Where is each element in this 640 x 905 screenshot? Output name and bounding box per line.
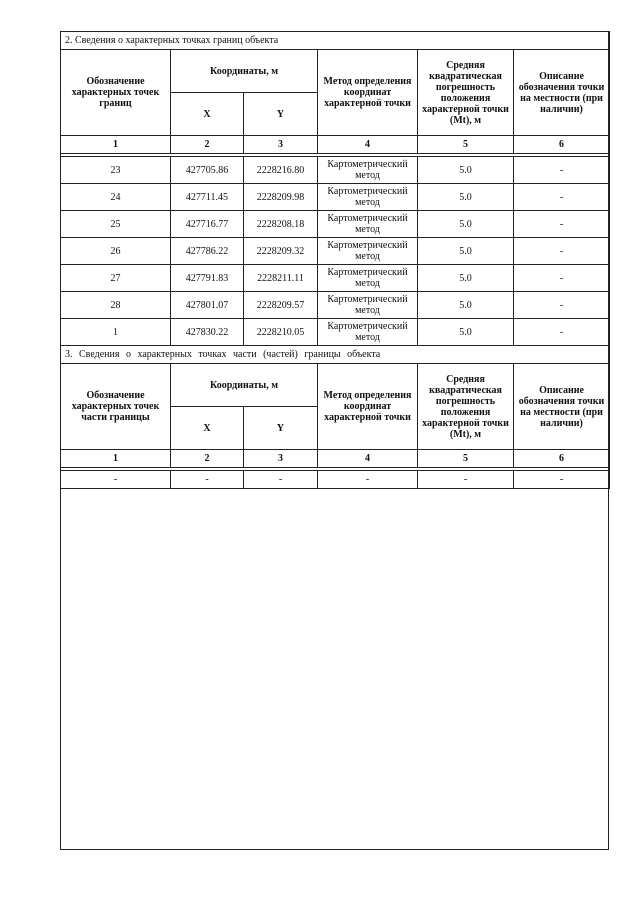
method-cell: Картометрический метод [318, 157, 418, 184]
method-cell: Картометрический метод [318, 238, 418, 265]
point-id: 24 [61, 184, 171, 211]
column-number: 4 [318, 450, 418, 468]
coord-y: 2228209.57 [244, 292, 318, 319]
header-coordinates: Координаты, м [171, 364, 318, 407]
column-number: 6 [514, 450, 610, 468]
header-designation: Обозначение характерных точек части границы [61, 364, 171, 450]
header-description: Описание обозначения точки на местности (при наличии) [514, 364, 610, 450]
point-id: 26 [61, 238, 171, 265]
section-2-title: 2. Сведения о характерных точках границ объекта [61, 32, 610, 50]
description-cell: - [514, 265, 610, 292]
table-row [61, 471, 610, 489]
point-id: - [61, 471, 171, 489]
column-number: 3 [244, 136, 318, 154]
error-cell: 5.0 [418, 211, 514, 238]
description-cell: - [514, 319, 610, 346]
column-number: 2 [171, 450, 244, 468]
coord-y: 2228210.05 [244, 319, 318, 346]
column-numbers-row [61, 450, 610, 468]
description-cell: - [514, 211, 610, 238]
point-id: 25 [61, 211, 171, 238]
table-row [61, 211, 610, 238]
header-y: Y [244, 407, 318, 450]
coord-x: 427711.45 [171, 184, 244, 211]
method-cell: Картометрический метод [318, 292, 418, 319]
header-designation: Обозначение характерных точек границ [61, 50, 171, 136]
table-row [61, 292, 610, 319]
method-cell: Картометрический метод [318, 184, 418, 211]
description-cell: - [514, 292, 610, 319]
header-method: Метод определения координат характерной точки [318, 364, 418, 450]
column-number: 4 [318, 136, 418, 154]
table-row [61, 157, 610, 184]
column-number: 2 [171, 136, 244, 154]
column-number: 3 [244, 450, 318, 468]
header-error: Средняя квадратическая погрешность положения характерной точки (Mt), м [418, 50, 514, 136]
coord-y: - [244, 471, 318, 489]
point-id: 23 [61, 157, 171, 184]
coord-x: 427716.77 [171, 211, 244, 238]
description-cell: - [514, 471, 610, 489]
point-id: 1 [61, 319, 171, 346]
description-cell: - [514, 157, 610, 184]
table-row [61, 238, 610, 265]
coord-y: 2228216.80 [244, 157, 318, 184]
error-cell: - [418, 471, 514, 489]
coord-x: - [171, 471, 244, 489]
error-cell: 5.0 [418, 292, 514, 319]
header-method: Метод определения координат характерной точки [318, 50, 418, 136]
coord-y: 2228209.32 [244, 238, 318, 265]
error-cell: 5.0 [418, 184, 514, 211]
coord-x: 427705.86 [171, 157, 244, 184]
header-error: Средняя квадратическая погрешность положения характерной точки (Mt), м [418, 364, 514, 450]
table-row [61, 184, 610, 211]
method-cell: Картометрический метод [318, 211, 418, 238]
header-x: X [171, 93, 244, 136]
coord-y: 2228211.11 [244, 265, 318, 292]
boundary-points-table [60, 31, 610, 489]
column-number: 1 [61, 450, 171, 468]
table-row [61, 319, 610, 346]
header-coordinates: Координаты, м [171, 50, 318, 93]
column-number: 5 [418, 136, 514, 154]
section-3-title: 3. Сведения о характерных точках части (частей) границы объекта [61, 346, 610, 364]
coord-x: 427830.22 [171, 319, 244, 346]
description-cell: - [514, 238, 610, 265]
coord-y: 2228208.18 [244, 211, 318, 238]
table-row [61, 265, 610, 292]
column-numbers-row [61, 136, 610, 154]
error-cell: 5.0 [418, 157, 514, 184]
header-y: Y [244, 93, 318, 136]
header-description: Описание обозначения точки на местности (при наличии) [514, 50, 610, 136]
method-cell: Картометрический метод [318, 265, 418, 292]
header-x: X [171, 407, 244, 450]
error-cell: 5.0 [418, 238, 514, 265]
column-number: 6 [514, 136, 610, 154]
coord-x: 427786.22 [171, 238, 244, 265]
error-cell: 5.0 [418, 265, 514, 292]
coord-y: 2228209.98 [244, 184, 318, 211]
point-id: 27 [61, 265, 171, 292]
column-number: 5 [418, 450, 514, 468]
coord-x: 427791.83 [171, 265, 244, 292]
error-cell: 5.0 [418, 319, 514, 346]
column-number: 1 [61, 136, 171, 154]
coord-x: 427801.07 [171, 292, 244, 319]
method-cell: Картометрический метод [318, 319, 418, 346]
point-id: 28 [61, 292, 171, 319]
description-cell: - [514, 184, 610, 211]
method-cell: - [318, 471, 418, 489]
